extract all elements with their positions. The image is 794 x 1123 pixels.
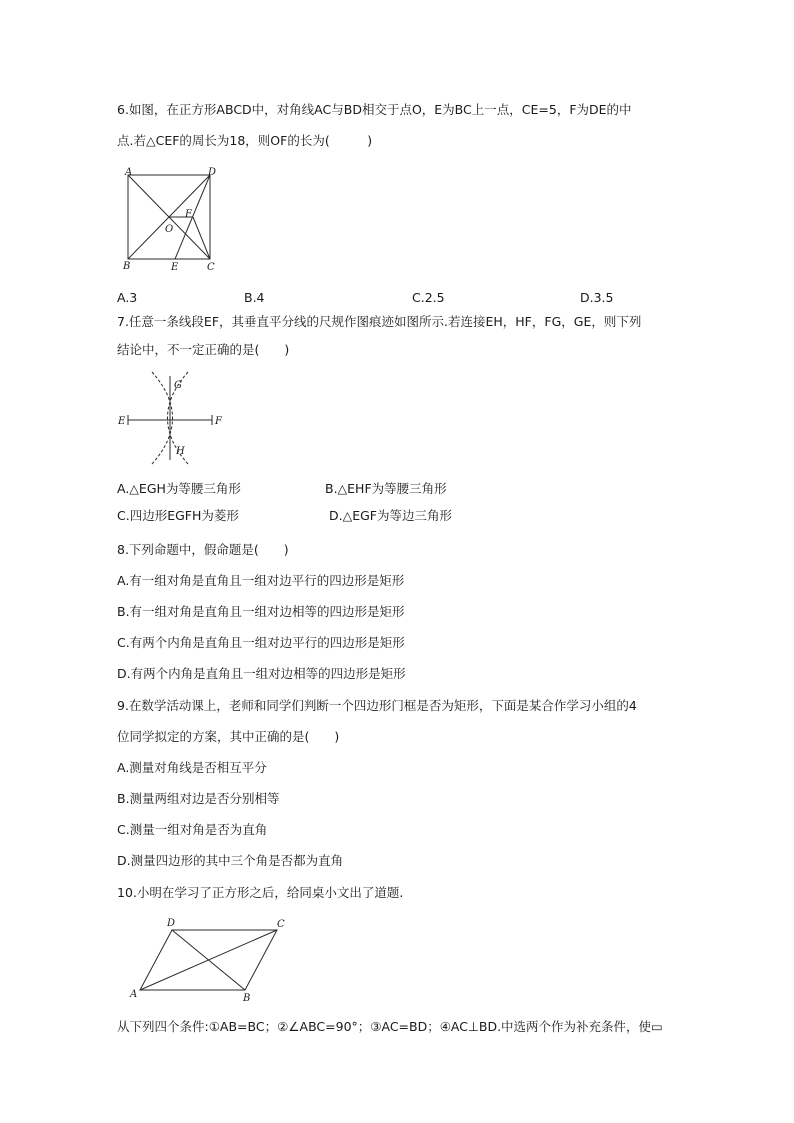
q9-option-d: D.测量四边形的其中三个角是否都为直角 (117, 853, 344, 868)
q6-square-figure (115, 165, 225, 277)
q9-option-b: B.测量两组对边是否分别相等 (117, 791, 280, 806)
q9-option-c: C.测量一组对角是否为直角 (117, 822, 268, 837)
q7-option-d: D.△EGF为等边三角形 (329, 508, 452, 523)
q6-label-d: D (208, 167, 217, 178)
q6-label-o: O (165, 224, 174, 235)
q7-label-g: G (174, 380, 182, 391)
q6-option-a: A.3 (117, 290, 138, 305)
q8-option-b: B.有一组对角是直角且一组对边相等的四边形是矩形 (117, 604, 405, 619)
q6-stem-line1: 6.如图，在正方形ABCD中，对角线AC与BD相交于点O，E为BC上一点，CE=5，F为DE的中 (117, 102, 632, 117)
q7-label-h: H (176, 446, 185, 457)
q9-stem-line1: 9.在数学活动课上，老师和同学们判断一个四边形门框是否为矩形，下面是某合作学习小组的4 (117, 698, 637, 713)
q9-stem-line2: 位同学拟定的方案，其中正确的是( ) (117, 729, 340, 744)
q6-option-d: D.3.5 (580, 290, 614, 305)
q9-option-a: A.测量对角线是否相互平分 (117, 760, 267, 775)
q10-stem: 10.小明在学习了正方形之后，给同桌小文出了道题. (117, 885, 404, 900)
q7-option-c: C.四边形EGFH为菱形 (117, 508, 239, 523)
q6-option-c: C.2.5 (412, 290, 445, 305)
q10-label-b: B (243, 993, 251, 1004)
q6-label-f: F (185, 209, 192, 220)
q7-option-a: A.△EGH为等腰三角形 (117, 481, 241, 496)
q6-option-b: B.4 (244, 290, 265, 305)
q10-label-c: C (277, 919, 285, 930)
q10-label-a: A (130, 989, 138, 1000)
q6-stem-line2: 点.若△CEF的周长为18，则OF的长为( ) (117, 133, 373, 148)
q6-label-e: E (171, 262, 179, 273)
q6-label-a: A (125, 167, 133, 178)
q6-label-b: B (123, 261, 131, 272)
q7-stem-line1: 7.任意一条线段EF，其垂直平分线的尺规作图痕迹如图所示.若连接EH，HF，FG，GE，则下列 (117, 314, 642, 329)
q7-option-b: B.△EHF为等腰三角形 (325, 481, 447, 496)
q10-parallelogram-figure (122, 912, 297, 1004)
q6-label-c: C (207, 262, 215, 273)
q10-conditions: 从下列四个条件:①AB=BC；②∠ABC=90°；③AC=BD；④AC⊥BD.中选两个作为补充条件，使▭ (117, 1019, 663, 1034)
q7-label-f: F (215, 416, 222, 427)
q8-option-c: C.有两个内角是直角且一组对边平行的四边形是矩形 (117, 635, 405, 650)
q8-option-d: D.有两个内角是直角且一组对边相等的四边形是矩形 (117, 666, 406, 681)
q10-label-d: D (167, 918, 176, 929)
q8-stem: 8.下列命题中，假命题是( ) (117, 542, 289, 557)
q7-label-e: E (118, 416, 126, 427)
q7-bisector-figure (115, 368, 225, 468)
q7-stem-line2: 结论中，不一定正确的是( ) (117, 342, 290, 357)
q8-option-a: A.有一组对角是直角且一组对边平行的四边形是矩形 (117, 573, 405, 588)
